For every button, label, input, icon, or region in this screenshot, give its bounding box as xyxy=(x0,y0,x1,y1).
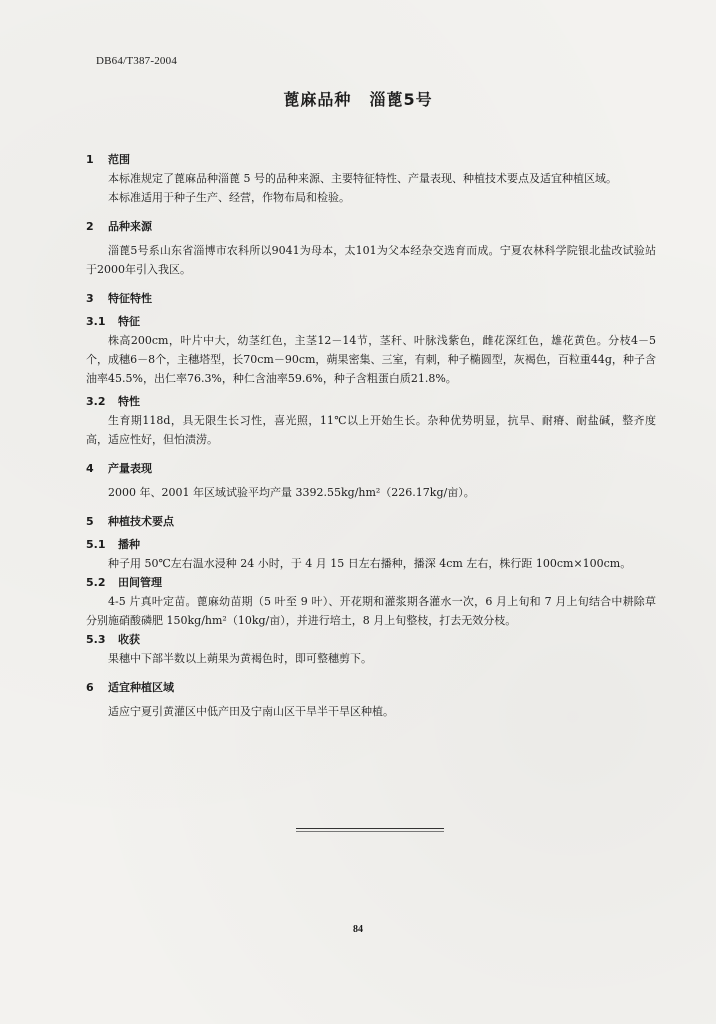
document-body xyxy=(86,150,656,721)
subsection-title: 特征 xyxy=(118,315,140,328)
paragraph: 本标准规定了蓖麻品种淄蓖 5 号的品种来源、主要特征特性、产量表现、种植技术要点及适宜种植区域。 xyxy=(108,172,617,185)
section-title: 种植技术要点 xyxy=(108,515,174,528)
subsection-heading-sowing xyxy=(86,535,656,554)
subsection-title: 田间管理 xyxy=(118,576,162,589)
section-heading-characteristics xyxy=(86,289,656,308)
paragraph: 淄蓖5号系山东省淄博市农科所以9041为母本，太101为父本经杂交选育而成。宁夏农林科学院银北盐改试验站于2000年引入我区。 xyxy=(86,244,656,276)
title-variety: 淄蓖5号 xyxy=(369,90,433,109)
title-main: 蓖麻品种 xyxy=(283,90,352,109)
end-rule xyxy=(296,828,444,829)
section-title: 特征特性 xyxy=(108,292,152,305)
standard-code: DB64/T387-2004 xyxy=(96,55,178,67)
section-heading-yield xyxy=(86,459,656,478)
section-number: 5 xyxy=(86,515,94,528)
subsection-heading-traits xyxy=(86,392,656,411)
section-heading-scope xyxy=(86,150,656,169)
paragraph: 4-5 片真叶定苗。蓖麻幼苗期（5 叶至 9 叶）、开花期和灌浆期各灌水一次，6 月上旬和 7 月上旬结合中耕除草分别施硝酸磷肥 150kg/hm²（10kg/亩），并进行培土，8 月上旬整枝，打去无效分枝。 xyxy=(86,595,656,627)
section-number: 3 xyxy=(86,292,94,305)
paragraph: 本标准适用于种子生产、经营，作物布局和检验。 xyxy=(108,191,350,204)
subsection-number: 3.1 xyxy=(86,315,106,328)
section-number: 1 xyxy=(86,153,94,166)
section-title: 范围 xyxy=(108,153,130,166)
paragraph: 株高200cm，叶片中大，幼茎红色，主茎12－14节，茎秆、叶脉浅紫色，雌花深红色，雄花黄色。分枝4－5个，成穗6－8个，主穗塔型，长70cm－90cm，蒴果密集、三室，有刺，种子椭圆型，灰褐色，百粒重44g，种子含油率45.5%，出仁率76.3%，种仁含油率59.6%，种子含粗蛋白质21.8%。 xyxy=(86,334,656,385)
document-title xyxy=(0,87,716,110)
paragraph: 适应宁夏引黄灌区中低产田及宁南山区干旱半干旱区种植。 xyxy=(108,705,394,718)
section-heading-cultivation xyxy=(86,512,656,531)
section-title: 适宜种植区域 xyxy=(108,681,174,694)
section-heading-origin xyxy=(86,217,656,236)
paragraph: 2000 年、2001 年区域试验平均产量 3392.55kg/hm²（226.17kg/亩）。 xyxy=(108,486,475,499)
section-title: 产量表现 xyxy=(108,462,152,475)
paragraph: 果穗中下部半数以上蒴果为黄褐色时，即可整穗剪下。 xyxy=(108,652,372,665)
subsection-title: 收获 xyxy=(118,633,140,646)
section-title: 品种来源 xyxy=(108,220,152,233)
subsection-heading-field-management xyxy=(86,573,656,592)
section-number: 4 xyxy=(86,462,94,475)
paragraph: 生育期118d，具无限生长习性，喜光照，11℃以上开始生长。杂种优势明显，抗旱、耐瘠、耐盐碱，整齐度高，适应性好，但怕渍涝。 xyxy=(86,414,656,446)
section-number: 2 xyxy=(86,220,94,233)
section-heading-suitable-region xyxy=(86,678,656,697)
paragraph: 种子用 50℃左右温水浸种 24 小时，于 4 月 15 日左右播种，播深 4cm 左右，株行距 100cm×100cm。 xyxy=(108,557,632,570)
subsection-number: 5.3 xyxy=(86,633,106,646)
subsection-number: 3.2 xyxy=(86,395,106,408)
subsection-number: 5.2 xyxy=(86,576,106,589)
subsection-number: 5.1 xyxy=(86,538,106,551)
subsection-title: 播种 xyxy=(118,538,140,551)
subsection-heading-features xyxy=(86,312,656,331)
subsection-heading-harvest xyxy=(86,630,656,649)
section-number: 6 xyxy=(86,681,94,694)
page-number: 84 xyxy=(353,924,363,935)
subsection-title: 特性 xyxy=(118,395,140,408)
